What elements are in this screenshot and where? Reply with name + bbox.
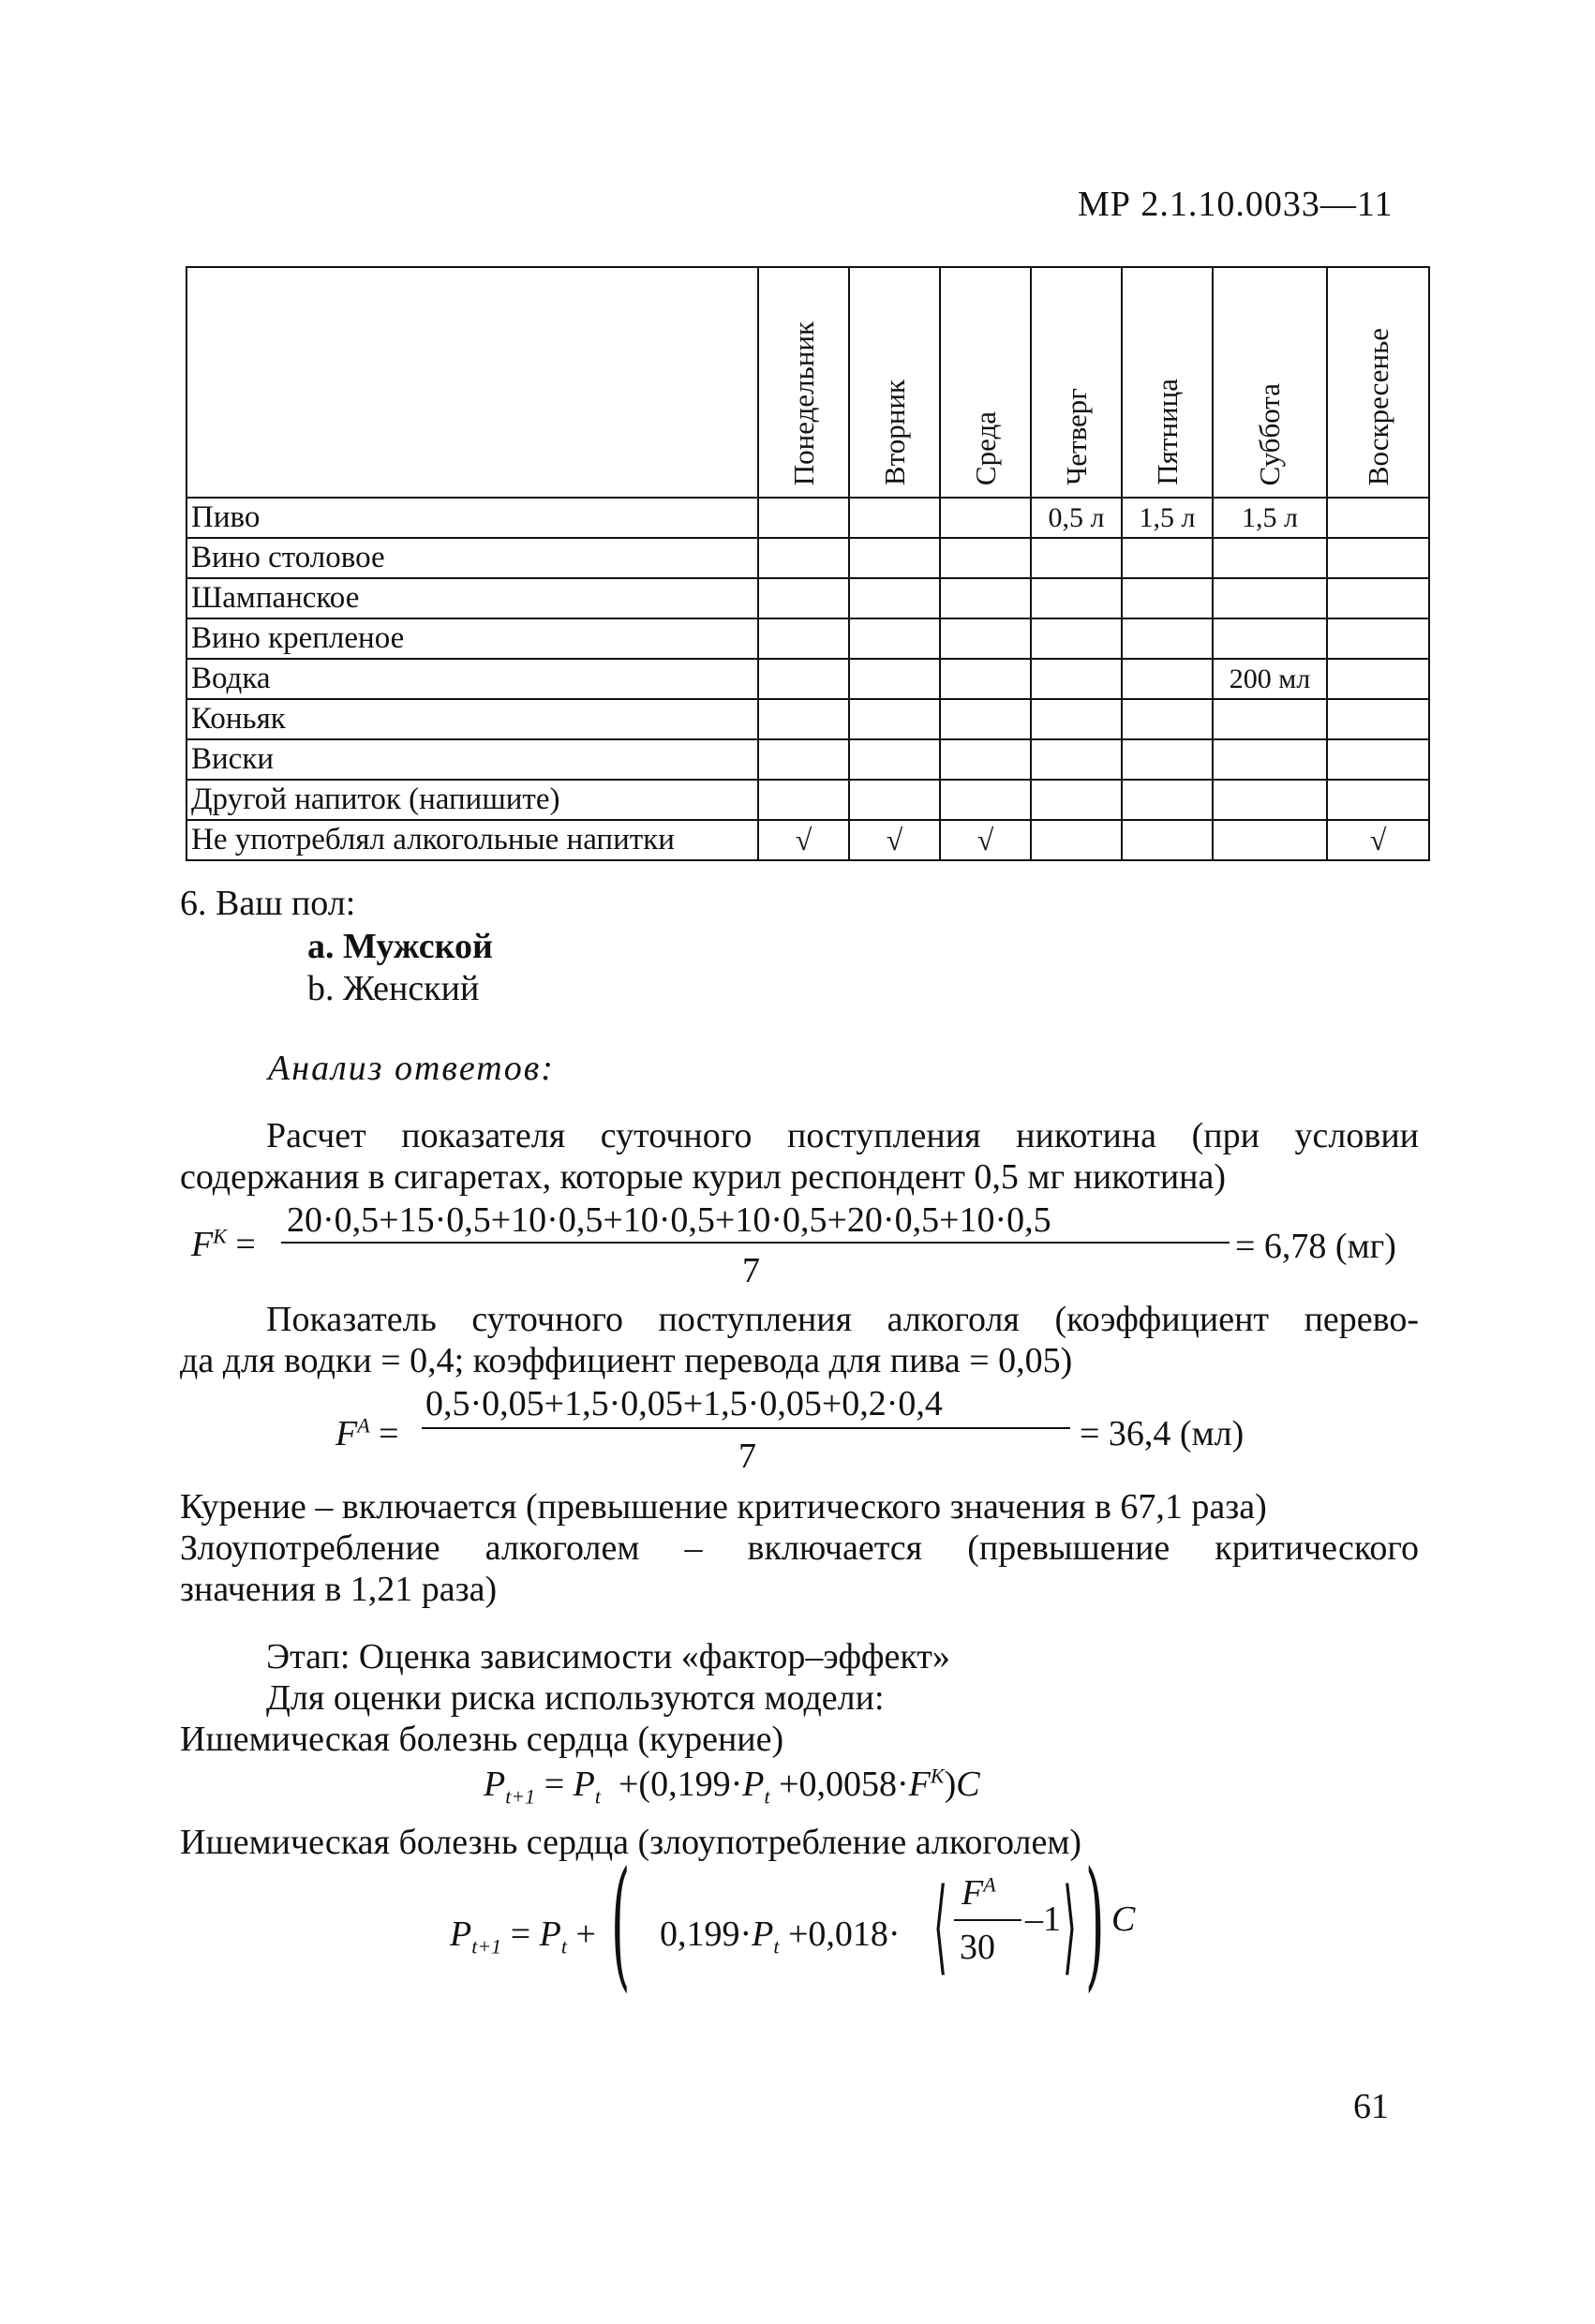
big-paren-right: ) xyxy=(1085,1842,1105,2005)
table-cell xyxy=(1327,780,1429,820)
table-row xyxy=(186,538,1429,578)
table-row xyxy=(186,820,1429,860)
table-cell: 1,5 л xyxy=(1122,498,1213,538)
table-cell xyxy=(940,659,1031,699)
ihd-alcohol: Ишемическая болезнь сердца (злоупотребление алкоголем) xyxy=(180,1823,1082,1862)
table-cell xyxy=(940,578,1031,618)
day-header: Среда xyxy=(940,267,1031,498)
table-cell xyxy=(1213,538,1327,578)
table-cell xyxy=(940,498,1031,538)
table-row xyxy=(186,578,1429,618)
table-cell xyxy=(758,498,849,538)
table-row xyxy=(186,618,1429,659)
day-header: Понедельник xyxy=(758,267,849,498)
alcohol-table xyxy=(186,266,1430,861)
nicotine-line-1: Расчет показателя суточного поступления никотина (при условии xyxy=(266,1116,1419,1155)
day-header: Вторник xyxy=(849,267,940,498)
table-cell xyxy=(1122,739,1213,780)
table-cell xyxy=(1031,739,1122,780)
table-cell xyxy=(1031,699,1122,739)
table-cell xyxy=(940,538,1031,578)
table-cell xyxy=(1213,618,1327,659)
table-cell xyxy=(940,780,1031,820)
table-cell xyxy=(758,780,849,820)
page-number: 61 xyxy=(1353,2087,1389,2126)
table-row xyxy=(186,498,1429,538)
table-cell xyxy=(1122,618,1213,659)
table-cell xyxy=(1213,820,1327,860)
row-label: Пиво xyxy=(186,498,758,538)
table-cell xyxy=(849,780,940,820)
table-cell: 0,5 л xyxy=(1031,498,1122,538)
table-cell xyxy=(1031,618,1122,659)
fa-result: = 36,4 (мл) xyxy=(1080,1414,1245,1453)
alcohol-conclusion-1: Злоупотребление алкоголем – включается (превышение критического xyxy=(180,1528,1419,1568)
table-cell xyxy=(940,699,1031,739)
angle-left: ⟨ xyxy=(933,1866,948,1986)
row-label: Вино столовое xyxy=(186,538,758,578)
day-header: Суббота xyxy=(1213,267,1327,498)
smoking-conclusion: Курение – включается (превышение критического значения в 67,1 раза) xyxy=(180,1487,1267,1527)
document-id: МР 2.1.10.0033—11 xyxy=(1078,185,1394,224)
table-row xyxy=(186,780,1429,820)
table-row xyxy=(186,739,1429,780)
question-text: 6. Ваш пол: xyxy=(180,884,356,923)
alcohol-line-1: Показатель суточного поступления алкоголя (коэффициент перево- xyxy=(266,1300,1419,1339)
table-corner-cell xyxy=(186,267,758,498)
table-cell xyxy=(1122,699,1213,739)
table-cell xyxy=(849,739,940,780)
table-cell xyxy=(849,578,940,618)
table-cell xyxy=(758,618,849,659)
models-intro: Для оценки риска используются модели: xyxy=(266,1678,885,1718)
table-cell xyxy=(1213,739,1327,780)
table-cell: √ xyxy=(1327,820,1429,860)
table-cell xyxy=(1031,659,1122,699)
table-cell xyxy=(1031,780,1122,820)
table-cell xyxy=(849,618,940,659)
table-cell: 1,5 л xyxy=(1213,498,1327,538)
table-cell xyxy=(1122,659,1213,699)
big-paren-left: ( xyxy=(611,1842,631,2005)
alcohol-conclusion-2: значения в 1,21 раза) xyxy=(180,1570,498,1609)
row-label: Не употреблял алкогольные напитки xyxy=(186,820,758,860)
table-header-row xyxy=(186,267,1429,498)
day-header: Пятница xyxy=(1122,267,1213,498)
table-cell xyxy=(1031,820,1122,860)
table-body xyxy=(186,498,1429,860)
table-cell: √ xyxy=(940,820,1031,860)
minus-one: –1 xyxy=(1025,1899,1061,1939)
fk-fraction-line xyxy=(281,1242,1230,1244)
fa-numerator: 0,5·0,05+1,5·0,05+1,5·0,05+0,2·0,4 xyxy=(425,1384,943,1423)
table-cell xyxy=(849,498,940,538)
table-cell xyxy=(940,739,1031,780)
formula-alcohol-left: $P_{t+1} = P_t$ + xyxy=(450,1914,596,1959)
fa-fraction-line xyxy=(422,1427,1070,1429)
row-label: Другой напиток (напишите) xyxy=(186,780,758,820)
table-cell xyxy=(1327,618,1429,659)
row-label: Коньяк xyxy=(186,699,758,739)
table-cell: √ xyxy=(849,820,940,860)
table-cell xyxy=(849,659,940,699)
table-row xyxy=(186,699,1429,739)
table-cell xyxy=(1327,498,1429,538)
fa-den: 30 xyxy=(960,1928,995,1967)
table-cell xyxy=(1213,578,1327,618)
day-header: Воскресенье xyxy=(1327,267,1429,498)
option-a: a. Мужской xyxy=(307,927,493,966)
fk-result: = 6,78 (мг) xyxy=(1235,1227,1396,1266)
row-label: Водка xyxy=(186,659,758,699)
row-label: Шампанское xyxy=(186,578,758,618)
fa-symbol: $F^A$ = xyxy=(335,1413,399,1453)
formula-alcohol-mid: $0,199\cdot P_t +0,018\cdot$ xyxy=(660,1914,901,1959)
table-row xyxy=(186,659,1429,699)
fk-numerator: 20·0,5+15·0,5+10·0,5+10·0,5+10·0,5+20·0,5+10·0,5 xyxy=(287,1200,1051,1240)
table-cell xyxy=(1122,538,1213,578)
fk-symbol: $F^K$ = xyxy=(191,1224,256,1264)
option-b: b. Женский xyxy=(307,969,480,1008)
table-cell xyxy=(1031,578,1122,618)
table-cell xyxy=(1327,659,1429,699)
table-cell xyxy=(849,699,940,739)
table-cell xyxy=(758,699,849,739)
table-cell xyxy=(758,538,849,578)
table-cell xyxy=(1122,578,1213,618)
table-cell xyxy=(1327,699,1429,739)
table-cell xyxy=(1327,538,1429,578)
table-cell xyxy=(1122,780,1213,820)
row-label: Виски xyxy=(186,739,758,780)
table-cell xyxy=(1122,820,1213,860)
table-cell xyxy=(758,578,849,618)
table-cell: √ xyxy=(758,820,849,860)
fa-denominator: 7 xyxy=(738,1437,756,1476)
table-cell xyxy=(758,659,849,699)
table-cell xyxy=(1031,538,1122,578)
stage-title: Этап: Оценка зависимости «фактор–эффект» xyxy=(266,1637,950,1676)
angle-right: ⟩ xyxy=(1063,1866,1078,1986)
formula-smoking: $P_{t+1} = P_t +(0,199\cdot P_t +0,0058\cdot F^K)C$ xyxy=(484,1764,980,1809)
fa-over: $F^A$ xyxy=(961,1872,996,1913)
fa-30-fraction-line xyxy=(954,1919,1021,1921)
analysis-heading: Анализ ответов: xyxy=(268,1049,555,1088)
row-label: Вино крепленое xyxy=(186,618,758,659)
nicotine-line-2: содержания в сигаретах, которые курил респондент 0,5 мг никотина) xyxy=(180,1157,1227,1197)
table-cell xyxy=(849,538,940,578)
formula-alcohol-c: C xyxy=(1111,1899,1136,1939)
table-cell xyxy=(1327,739,1429,780)
fk-denominator: 7 xyxy=(742,1251,760,1290)
alcohol-line-2: да для водки = 0,4; коэффициент перевода для пива = 0,05) xyxy=(180,1341,1073,1380)
table-cell xyxy=(1213,699,1327,739)
table-cell: 200 мл xyxy=(1213,659,1327,699)
table-cell xyxy=(758,739,849,780)
table-cell xyxy=(940,618,1031,659)
day-header: Четверг xyxy=(1031,267,1122,498)
table-cell xyxy=(1327,578,1429,618)
ihd-smoking: Ишемическая болезнь сердца (курение) xyxy=(180,1720,784,1759)
table-cell xyxy=(1213,780,1327,820)
